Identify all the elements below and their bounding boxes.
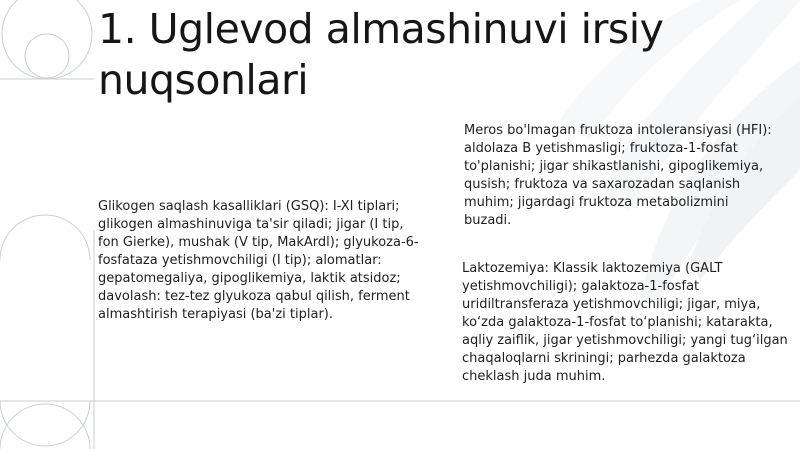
fructose-intolerance-text: Meros bo'lmagan fruktoza intoleransiyasi (HFI): aldolaza B yetishmasligi; fruktoza-1-fosfat to'planishi; jigar shikastlanishi, gipoglikemiya, qusish; fruktoza va saxarozadan saqlanish muhim; jigardagi fruktoza metabolizmini buzadi. [464, 123, 772, 228]
circle-ornament-icon [0, 0, 94, 79]
galactosemia-text: Laktozemiya: Klassik laktozemiya (GALT yetishmovchiligi); galaktoza-1-fosfat uridiltransferaza yetishmovchiligi; jigar, miya, ko‘zda galaktoza-1-fosfat to‘planishi; katarakta, aqliy zaiflik, jigar yetishmovchiligi; yangi tug‘ilgan chaqaloqlarni skriningi; parhezda galaktoza cheklash juda muhim. [462, 261, 788, 384]
slide-title: 1. Uglevod almashinuvi irsiy nuqsonlari [98, 5, 664, 104]
glycogen-storage-text: Glikogen saqlash kasalliklari (GSQ): I-XI tiplari; glikogen almashinuviga ta'sir qiladi; jigar (I tip, fon Gierke), mushak (V tip, MakArdl); glyukoza-6-fosfataza yetishmovchiligi (I tip); alomatlar: gepatomegaliya, gipoglikemiya, laktik atsidoz; davolash: tez-tez glyukoza qabul qilish, ferment almashtirish terapiyasi (ba'zi tiplar). [98, 199, 419, 322]
